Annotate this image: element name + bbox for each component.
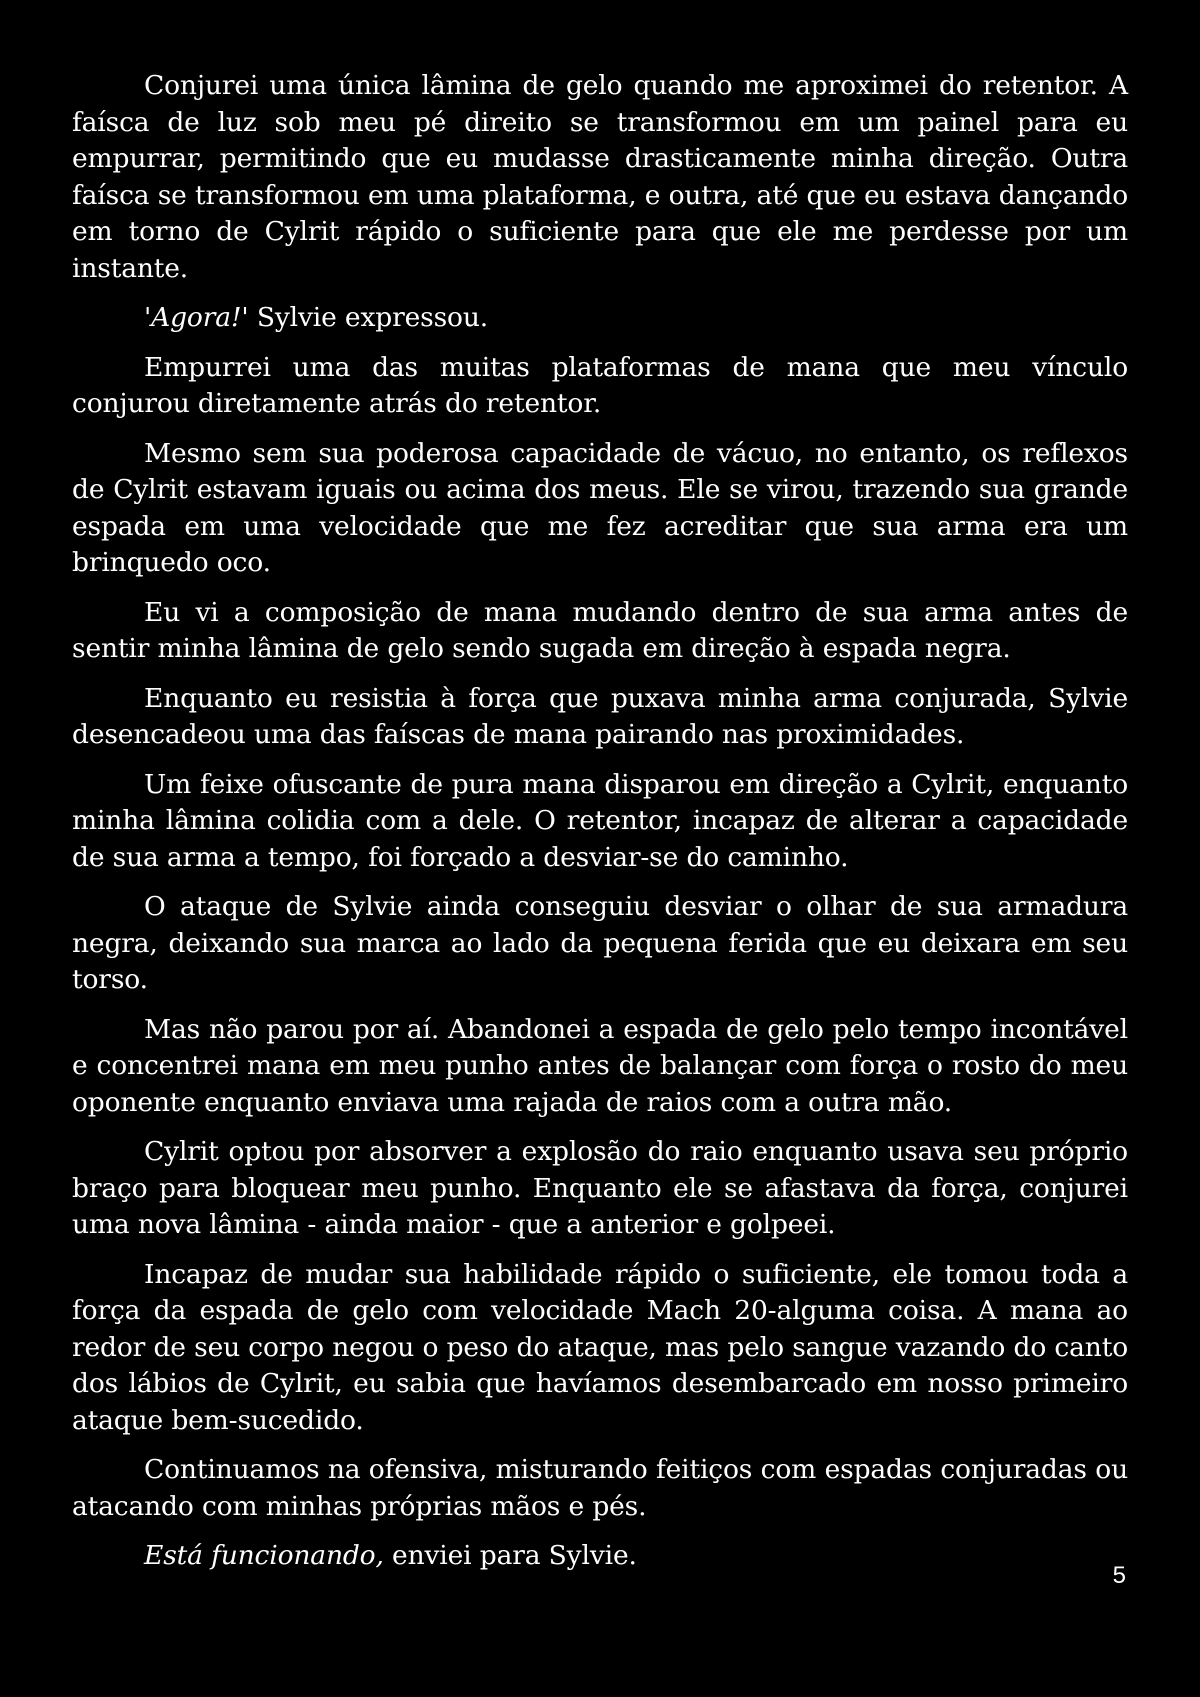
paragraph-text: Um feixe ofuscante de pura mana disparou em direção a Cylrit, enquanto minha lâmina colidia com a dele. O retentor, incapaz de alterar a capacidade de sua arma a tempo, foi forçado a desviar-se do caminho. [72,768,1128,873]
paragraph-7 [72,767,1128,877]
paragraph-3 [72,350,1128,423]
paragraph-10 [72,1134,1128,1244]
paragraph-text: Enquanto eu resistia à força que puxava minha arma conjurada, Sylvie desencadeou uma das faíscas de mana pairando nas proximidades. [72,682,1128,750]
paragraph-8 [72,889,1128,999]
italic-thought: 'Agora!' [144,302,249,333]
paragraph-2 [72,300,1128,337]
paragraph-text: Sylvie expressou. [248,302,489,333]
paragraph-text: Mesmo sem sua poderosa capacidade de vácuo, no entanto, os reflexos de Cylrit estavam iguais ou acima dos meus. Ele se virou, trazendo sua grande espada em uma velocidade que me fez acreditar que sua arma era um brinquedo oco. [72,437,1128,578]
paragraph-9 [72,1012,1128,1122]
paragraph-text: Eu vi a composição de mana mudando dentro de sua arma antes de sentir minha lâmina de gelo sendo sugada em direção à espada negra. [72,596,1128,664]
paragraph-1 [72,68,1128,287]
page-number: 5 [1112,1562,1126,1589]
paragraph-text: Mas não parou por aí. Abandonei a espada de gelo pelo tempo incontável e concentrei mana em meu punho antes de balançar com força o rosto do meu oponente enquanto enviava uma rajada de raios com a outra mão. [72,1013,1128,1118]
paragraph-13 [72,1538,1128,1575]
paragraph-text: Cylrit optou por absorver a explosão do raio enquanto usava seu próprio braço para bloquear meu punho. Enquanto ele se afastava da força, conjurei uma nova lâmina - ainda maior - que a anterior e golpeei. [72,1136,1128,1240]
paragraph-text: Continuamos na ofensiva, misturando feitiços com espadas conjuradas ou atacando com minhas próprias mãos e pés. [72,1454,1128,1522]
paragraph-text: Conjurei uma única lâmina de gelo quando me aproximei do retentor. A faísca de luz sob meu pé direito se transformou em um painel para eu empurrar, permitindo que eu mudasse drasticamente minha direção. Outra faísca se transformou em uma plataforma, e outra, até que eu estava dançando em torno de Cylrit rápido o suficiente para que ele me perdesse por um instante. [72,70,1128,284]
paragraph-text: Incapaz de mudar sua habilidade rápido o suficiente, ele tomou toda a força da espada de gelo com velocidade Mach 20-alguma coisa. A mana ao redor de seu corpo negou o peso do ataque, mas pelo sangue vazando do canto dos lábios de Cylrit, eu sabia que havíamos desembarcado em nosso primeiro ataque bem-sucedido. [72,1258,1128,1436]
paragraph-5 [72,595,1128,668]
italic-thought: Está funcionando, [144,1540,384,1571]
paragraph-text: enviei para Sylvie. [383,1540,637,1571]
paragraph-12 [72,1452,1128,1525]
paragraph-text: O ataque de Sylvie ainda conseguiu desviar o olhar de sua armadura negra, deixando sua marca ao lado da pequena ferida que eu deixara em seu torso. [72,891,1128,995]
paragraph-text: Empurrei uma das muitas plataformas de mana que meu vínculo conjurou diretamente atrás do retentor. [72,351,1128,419]
paragraph-6 [72,681,1128,754]
paragraph-4 [72,436,1128,582]
page-body [72,68,1128,1575]
paragraph-11 [72,1257,1128,1440]
